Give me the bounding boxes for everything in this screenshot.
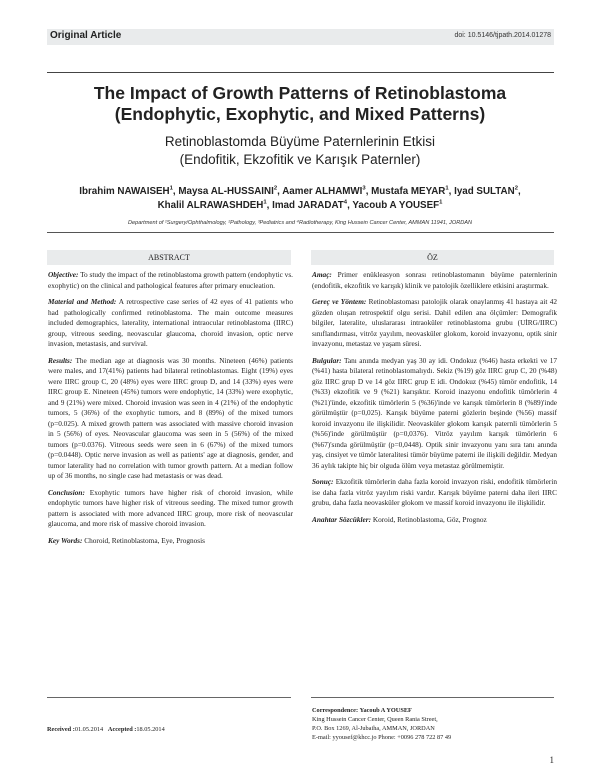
oz-amac [312, 270, 557, 291]
author-list [0, 185, 600, 213]
section-label: Material and Method: [48, 297, 117, 306]
address-line: P.O. Box 1269, Al-Jubaiha, AMMAN, JORDAN [312, 725, 435, 732]
author: Iyad SULTAN [454, 186, 515, 197]
section-label: Key Words: [48, 535, 83, 545]
author: Maysa AL-HUSSAINI [178, 186, 274, 197]
section-text: Exophytic tumors have higher risk of choroid invasion, while endophytic tumors have higher risk of vitreous seeding. The mixed tumor growth pattern is associated with more advanced IIRC group, more risk of neovascular glaucoma, and more risk of massive choroid invasion. [48, 487, 293, 528]
authors-line-2: Khalil ALRAWASHDEH$^1$, Imad JARADAT$^4$, Yacoub A YOUSEF$^1$ [157, 199, 443, 211]
section-text: Koroid, Retinoblastoma, Göz, Prognoz [372, 514, 487, 524]
section-label: Objective: [48, 270, 79, 279]
turkish-title-line-2: (Endofitik, Ekzofitik ve Karışık Paternler) [179, 152, 421, 167]
section-label: Anahtar Sözcükler: [312, 514, 371, 524]
section-label: Conclusion: [48, 487, 85, 497]
abstract-keywords [48, 536, 293, 547]
correspondence-name: Yacoub A YOUSEF [359, 707, 412, 714]
section-text: A retrospective case series of 42 eyes of 41 patients who had pathologically confirmed retinoblastoma. The main outcome measures included demographics, laterality, international intraocular retinoblastoma (IIRC) group, vitreous seeding, neovascular glaucoma, choroid invasion, optic nerve invasion, metastasis, and survival. [48, 297, 293, 348]
divider [311, 697, 554, 698]
divider [47, 72, 554, 73]
paper-title-turkish [0, 133, 600, 169]
affiliations: Department of ¹Surgery/Ophthalmology, ²Pathology, ³Pediatrics and ⁴Radiotherapy, King Hussein Cancer Center, AMMAN 11941, JORDAN [127, 220, 473, 226]
abstract-methods [48, 297, 293, 350]
author: Ibrahim NAWAISEH [79, 186, 170, 197]
doi[interactable]: doi: 10.5146/tjpath.2014.01278 [454, 32, 551, 39]
received-date: 01.05.2014 [74, 726, 104, 733]
section-label: Gereç ve Yöntem: [312, 297, 367, 306]
page-number: 1 [549, 755, 554, 765]
section-text: The median age at diagnosis was 30 months. Nineteen (46%) patients were males, and 17(41%) patients had bilateral retinoblastomas. Eight (19%) eyes were IIRC group C, 20 (48%) eyes were IIRC group D, and 14 (33%) eyes were IIRC group E. Nineteen (45%) tumors were endophytic, 14 (33%) were exophytic, and 9 (21%) were mixed. Choroid invasion was seen in 4 (21%) of the endophytic tumors, 5 (36%) of the exophytic tumors, and 8 (89%) of the mixed tumors (p=0.025). A mixed growth pattern was associated with massive choroid invasion in 5 (56%) of eyes. Neovascular glaucoma was seen in 5 (56%) of the mixed tumors (p=0.0376). Vitreous seeds were seen in 6 (67%) of the mixed tumors (p=0.0448). Optic nerve invasion as well as patients' age at diagnosis, gender, and tumor laterality had no correlation with tumor growth pattern. At a median follow up of 36 months, no single case had metastasis or was dead. [48, 355, 293, 480]
oz-yontem [312, 297, 557, 350]
oz-column [312, 270, 557, 531]
oz-heading: ÖZ [311, 250, 554, 265]
affiliation-marker: 1 [445, 185, 449, 192]
paper-title [0, 83, 600, 125]
correspondence-label: Correspondence: [312, 707, 359, 714]
header-bar [47, 29, 554, 45]
received-label: Received : [47, 726, 75, 733]
abstract-objective [48, 270, 293, 291]
phone-label: Phone: [378, 734, 396, 741]
affiliation-marker: 1 [263, 199, 267, 206]
abstract-column [48, 270, 293, 552]
correspondence [312, 706, 451, 742]
oz-sonuc [312, 477, 557, 509]
divider [47, 697, 291, 698]
oz-anahtar [312, 515, 557, 526]
title-line-1: The Impact of Growth Patterns of Retinoblastoma [93, 83, 507, 103]
title-line-2: (Endophytic, Exophytic, and Mixed Patterns) [114, 104, 486, 124]
accepted-date: 18.05.2014 [136, 726, 165, 733]
author: Yacoub A YOUSEF [352, 200, 440, 211]
section-text: Ekzofitik tümörlerin daha fazla koroid invazyon riski, endofitik tümörlerin ise daha fazla vitröz yayılım riski vardır. Karışık büyüme paterni daha ileri IIRC grubu, daha fazla neovasküler glokom ve massif koroid invazyonu ile ilişkilidir. [312, 477, 557, 507]
affiliation-marker: 4 [343, 199, 348, 206]
section-text: Tanı anında medyan yaş 30 ay idi. Ondokuz (%46) hasta erkekti ve 17 (%41) hasta bilateral retinoblastomalıydı. Sekiz (%19) göz IIRC grup C, 20 (%48) göz IIRC grup D ve 14 göz IIRC grup E idi. Ondokuz (%45) tümör endofitik, 14 (%33) ekzofitik ve 9 (%21) karışıktır. Koroid inazyonu endofitik tümörlerin 4 (%21)'ünde, ekzofitik tümörlerin 5 (%36)'inde ve karışık tümörlerin 8 (%89)'inde görülmüştür (p=0,025). Karışık büyüme paterni gözlerin beşinde (%56) massif koroid invazyonu ile ilişkilidir. Neovasküler glokom karışık paternli tümörlerin 5 (%56)'inde görülmüştür (p=0,0376). Vitröz yayılım karışık tümörlerin 6 (%67)'sında görülmüştür (p=0,0448). Optik sinir invazyonu yanı sıra tanı anında yaş, cinsiyet ve tümör lateralitesi tümör büyüme paterni ile ilişkili değildir. Medyan 36 aylık takipte hiç bir olguda ölüm veya metastaz görülmemiştir. [312, 355, 557, 470]
author: Khalil ALRAWASHDEH [157, 200, 264, 211]
affiliation-marker: 2 [273, 185, 278, 192]
received-accepted-dates [47, 726, 165, 733]
section-label: Results: [48, 355, 73, 365]
abstract-results [48, 356, 293, 482]
section-text: Primer enükleasyon sonrası retinoblastomanın büyüme paternlerinin (endofitik, ekzofitik ve karışık) klinik ve patolojik özelliklere etkisini araştırmak. [312, 270, 557, 290]
section-text: Retinoblastoması patolojik olarak onaylanmış 41 hastaya ait 42 gözden oluşan retrospektif olgu serisi. Dahil edilen ana ölçümler: Demografik bilgiler, lateralite, uluslararası intraoküler retinoblastoma grubu (UİRG/IIRC) sınıflandırması, vitröz yayılım, neovasküler glokom, koroid invazyonu, optik sinir invazyonu, metastaz ve yaşam süresi. [312, 297, 557, 348]
authors-line-1: Ibrahim NAWAISEH$^1$, Maysa AL-HUSSAINI$^2$, Aamer ALHAMWI$^3$, Mustafa MEYAR$^1$, Iyad SULTAN$^2$, [79, 185, 521, 197]
author: Aamer ALHAMWI [282, 186, 363, 197]
author: Imad JARADAT [272, 200, 344, 211]
phone-number: +0096 278 722 87 49 [397, 734, 452, 741]
abstract-heading: ABSTRACT [47, 250, 291, 265]
address-line: King Hussein Cancer Center, Queen Rania Street, [312, 716, 438, 723]
turkish-title-line-1: Retinoblastomda Büyüme Paternlerinin Etkisi [164, 134, 436, 149]
section-label: Bulgular: [312, 355, 342, 365]
oz-bulgular [312, 356, 557, 472]
section-text: To study the impact of the retinoblastoma growth pattern (endophytic vs. exophytic) on the clinical and pathological features after primary enucleation. [48, 270, 293, 290]
email-label: E-mail: [312, 734, 331, 741]
affiliation-marker: 2 [514, 185, 518, 192]
section-text: Choroid, Retinoblastoma, Eye, Prognosis [84, 535, 206, 545]
accepted-label: Accepted : [107, 726, 137, 733]
section-label: Amaç: [312, 270, 332, 279]
divider [47, 232, 554, 233]
article-type: Original Article [50, 30, 122, 41]
affiliation-marker: 3 [362, 185, 366, 192]
affiliation-marker: 1 [439, 199, 443, 206]
affiliation-marker: 1 [169, 185, 173, 192]
author: Mustafa MEYAR [371, 186, 446, 197]
section-label: Sonuç: [312, 477, 334, 486]
email-link[interactable]: yyousef@khcc.jo [332, 734, 377, 741]
abstract-conclusion [48, 488, 293, 530]
